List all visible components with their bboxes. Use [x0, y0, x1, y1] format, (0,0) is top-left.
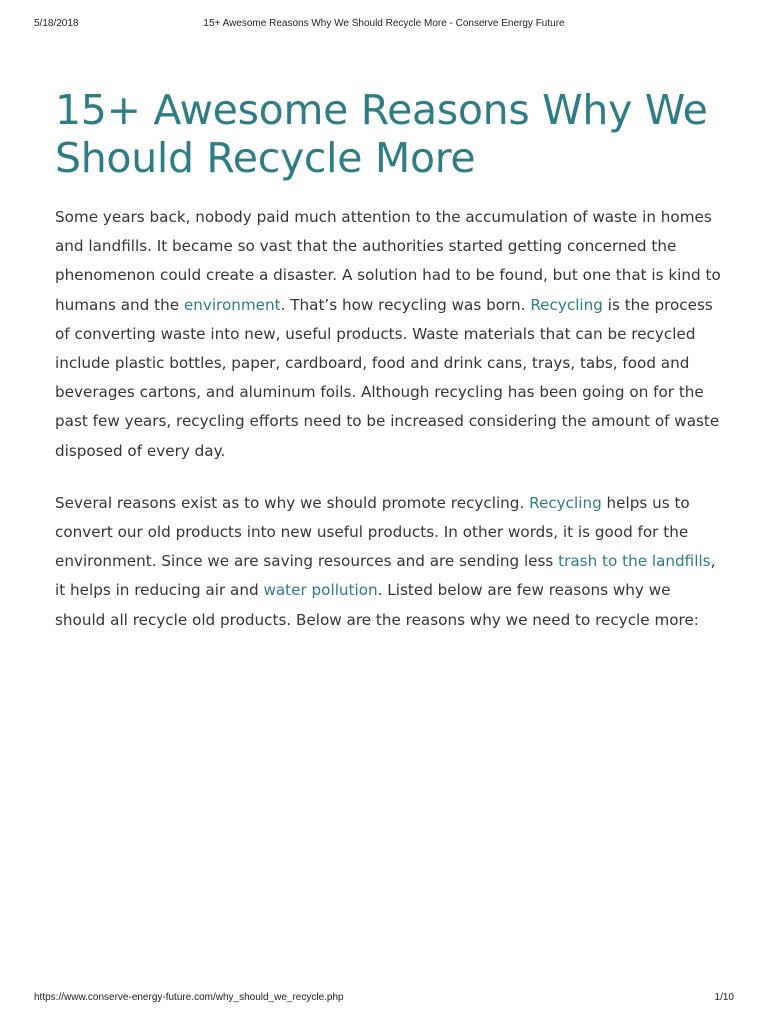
- recycling-link[interactable]: Recycling: [530, 295, 603, 314]
- environment-link[interactable]: environment: [183, 295, 281, 314]
- paragraph-text: Some years back, nobody paid much attention to the accumulation of waste in homes and landfills. It became so vast that the authorities started getting concerned the phenomenon could create a disaster. A solution had to be found, but one that is kind to humans and the: [55, 208, 721, 314]
- page-url: https://www.conserve-energy-future.com/why_should_we_recycle.php: [34, 992, 344, 1003]
- reasons-paragraph: [55, 489, 723, 635]
- article-title: 15+ Awesome Reasons Why We Should Recycle More: [55, 86, 708, 182]
- paragraph-text: . That’s how recycling was born.: [280, 295, 531, 314]
- paragraph-text: is the process of converting waste into new, useful products. Waste materials that can be recycled include plastic bottles, paper, cardboard, food and drink cans, trays, tabs, food and beverages cartons, and aluminum foils. Although recycling has been going on for the past few years, recycling efforts need to be increased considering the amount of waste disposed of every day.: [55, 295, 720, 460]
- intro-paragraph: [55, 203, 723, 466]
- paragraph-text: Several reasons exist as to why we should promote recycling.: [55, 493, 530, 512]
- paragraph-text: . Listed below are few reasons why we should all recycle old products. Below are the reasons why we need to recycle more:: [55, 581, 699, 629]
- print-footer: [34, 992, 734, 1006]
- paragraph-text: helps us to convert our old products into new useful products. In other words, it is good for the environment. Since we are saving resources and are sending less: [55, 493, 690, 571]
- page-number: 1/10: [714, 992, 734, 1003]
- trash-to-landfills-link[interactable]: trash to the landfills: [558, 552, 711, 571]
- print-page-title: 15+ Awesome Reasons Why We Should Recycle More - Conserve Energy Future: [203, 18, 565, 29]
- recycling-link[interactable]: Recycling: [529, 493, 602, 512]
- water-pollution-link[interactable]: water pollution: [263, 581, 378, 600]
- article: [55, 86, 723, 635]
- paragraph-text: , it helps in reducing air and: [55, 552, 716, 600]
- print-date: 5/18/2018: [34, 18, 79, 29]
- print-header: [34, 18, 734, 32]
